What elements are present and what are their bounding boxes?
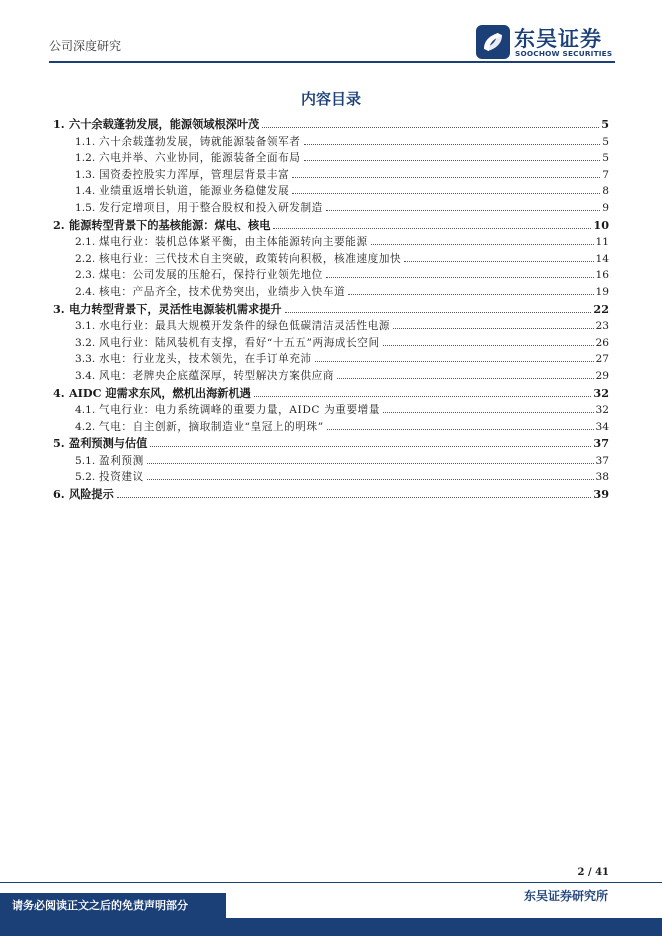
toc-entry-number: 4.1. [75, 404, 96, 417]
toc-entry-title: 水电：行业龙头，技术领先，在手订单充沛 [99, 353, 312, 366]
toc-leader-dots [327, 419, 594, 430]
toc-entry-page: 9 [602, 201, 609, 214]
toc-entry-number: 5. [53, 436, 65, 451]
toc-entry-title: 发行定增项目，用于整合股权和投入研发制造 [99, 201, 323, 214]
toc-entry-title: 风电行业：陆风装机有支撑，看好“十五五”两海成长空间 [99, 336, 380, 349]
toc-entry-page: 8 [602, 185, 609, 198]
toc-entry-title: 核电行业：三代技术自主突破，政策转向积极，核准速度加快 [99, 252, 402, 265]
toc-entry-number: 2.4. [75, 285, 96, 298]
toc-entry-title: 煤电行业：装机总体紧平衡，由主体能源转向主要能源 [99, 236, 368, 249]
report-type-label: 公司深度研究 [49, 39, 122, 53]
toc-section-entry[interactable] [53, 402, 609, 419]
toc-entry-number: 3.3. [75, 353, 96, 366]
toc-section-entry[interactable] [53, 251, 609, 268]
toc-entry-page: 10 [593, 217, 609, 232]
toc-leader-dots [383, 335, 594, 346]
toc-entry-number: 2.1. [75, 236, 96, 249]
toc-section-entry[interactable] [53, 284, 609, 301]
toc-leader-dots [285, 302, 592, 313]
toc-section-entry[interactable] [53, 335, 609, 352]
toc-entry-page: 5 [602, 135, 609, 148]
toc-title: 内容目录 [300, 90, 361, 108]
toc-chapter-entry[interactable] [53, 116, 609, 134]
footer-divider [0, 882, 662, 883]
toc-entry-title: 六十余载蓬勃发展，能源领域根深叶茂 [69, 117, 260, 131]
toc-section-entry[interactable] [53, 318, 609, 335]
toc-section-entry[interactable] [53, 453, 609, 470]
toc-entry-number: 1.3. [75, 168, 96, 181]
toc-entry-page: 32 [593, 385, 609, 400]
toc-entry-page: 39 [593, 487, 609, 502]
toc-entry-title: 水电行业：最具大规模开发条件的绿色低碳清洁灵活性电源 [99, 320, 391, 333]
toc-leader-dots [292, 183, 600, 194]
toc-entry-page: 22 [593, 301, 609, 316]
toc-leader-dots [254, 386, 592, 397]
toc-entry-title: 国资委控股实力浑厚，管理层背景丰富 [99, 168, 290, 181]
toc-chapter-entry[interactable] [53, 217, 609, 235]
toc-entry-title: 盈利预测 [99, 454, 144, 467]
company-logo [476, 24, 616, 60]
toc-section-entry[interactable] [53, 134, 609, 151]
toc-entry-page: 37 [593, 436, 609, 451]
toc-entry-number: 1.2. [75, 152, 96, 165]
toc-chapter-entry[interactable] [53, 486, 609, 504]
toc-section-entry[interactable] [53, 267, 609, 284]
toc-entry-number: 3.2. [75, 336, 96, 349]
toc-entry-number: 1.5. [75, 201, 96, 214]
toc-leader-dots [292, 167, 600, 178]
toc-entry-page: 38 [595, 471, 609, 484]
toc-entry-number: 2. [53, 217, 65, 232]
toc-entry-page: 32 [595, 404, 609, 417]
toc-entry-title: 气电：自主创新，摘取制造业“皇冠上的明珠” [99, 420, 324, 433]
toc-section-entry[interactable] [53, 351, 609, 368]
toc-entry-title: 盈利预测与估值 [69, 436, 148, 451]
toc-leader-dots [315, 351, 594, 362]
toc-section-entry[interactable] [53, 150, 609, 167]
toc-entry-title: 投资建议 [99, 471, 144, 484]
toc-entry-title: 煤电：公司发展的压舱石，保持行业领先地位 [99, 269, 323, 282]
toc-entry-number: 4. [53, 385, 65, 400]
toc-entry-page: 27 [595, 353, 609, 366]
toc-leader-dots [147, 469, 594, 480]
toc-entry-title: 气电行业：电力系统调峰的重要力量，AIDC 为重要增量 [99, 404, 381, 417]
toc-leader-dots [147, 453, 594, 464]
toc-entry-page: 19 [595, 285, 609, 298]
toc-entry-page: 23 [595, 320, 609, 333]
toc-leader-dots [273, 218, 591, 229]
toc-chapter-entry[interactable] [53, 385, 609, 403]
toc-section-entry[interactable] [53, 200, 609, 217]
toc-leader-dots [393, 318, 593, 329]
toc-section-entry[interactable] [53, 167, 609, 184]
toc-leader-dots [304, 150, 601, 161]
toc-section-entry[interactable] [53, 183, 609, 200]
toc-leader-dots [383, 402, 593, 413]
toc-entry-number: 2.3. [75, 269, 96, 282]
soochow-logo-icon [476, 25, 510, 59]
toc-section-entry[interactable] [53, 368, 609, 385]
toc-entry-title: 能源转型背景下的基核能源：煤电、核电 [69, 217, 271, 232]
toc-entry-number: 4.2. [75, 420, 96, 433]
toc-leader-dots [304, 134, 601, 145]
toc-entry-number: 3. [53, 301, 65, 316]
toc-entry-number: 5.1. [75, 454, 96, 467]
toc-leader-dots [326, 200, 600, 211]
toc-leader-dots [348, 284, 593, 295]
toc-entry-page: 37 [595, 454, 609, 467]
toc-entry-page: 34 [595, 420, 609, 433]
toc-entry-title: 电力转型背景下，灵活性电源装机需求提升 [69, 301, 282, 316]
logo-english-name: SOOCHOW SECURITIES [515, 49, 613, 58]
toc-entry-title: 六十余载蓬勃发展，铸就能源装备领军者 [99, 135, 301, 148]
toc-entry-number: 3.4. [75, 369, 96, 382]
header-divider [49, 61, 615, 63]
toc-entry-title: AIDC 迎需求东风，燃机出海新机遇 [69, 385, 251, 400]
toc-section-entry[interactable] [53, 469, 609, 486]
toc-entry-page: 14 [595, 252, 609, 265]
toc-leader-dots [326, 267, 594, 278]
toc-entry-number: 1.1. [75, 135, 96, 148]
toc-leader-dots [117, 487, 592, 498]
footer-bar [0, 918, 662, 936]
toc-entry-number: 6. [53, 487, 65, 502]
page-number: 2 / 41 [577, 867, 609, 878]
toc-entry-number: 2.2. [75, 252, 96, 265]
toc-leader-dots [262, 117, 599, 128]
toc-leader-dots [150, 436, 591, 447]
toc-entry-page: 5 [601, 117, 609, 131]
toc-entry-page: 29 [595, 369, 609, 382]
toc-entry-page: 7 [602, 168, 609, 181]
toc-leader-dots [404, 251, 593, 262]
table-of-contents [53, 116, 609, 504]
toc-entry-title: 风电：老牌央企底蕴深厚，转型解决方案供应商 [99, 369, 335, 382]
logo-chinese-name: 东吴证券 [514, 27, 602, 51]
toc-entry-page: 11 [595, 236, 609, 249]
toc-entry-title: 核电：产品齐全，技术优势突出，业绩步入快车道 [99, 285, 346, 298]
toc-entry-number: 3.1. [75, 320, 96, 333]
toc-entry-title: 业绩重返增长轨道，能源业务稳健发展 [99, 185, 290, 198]
toc-entry-title: 风险提示 [69, 487, 114, 502]
toc-section-entry[interactable] [53, 419, 609, 436]
toc-leader-dots [371, 234, 594, 245]
toc-entry-number: 1.4. [75, 185, 96, 198]
disclaimer-banner: 请务必阅读正文之后的免责声明部分 [0, 893, 226, 918]
research-institute-label: 东吴证券研究所 [523, 889, 608, 903]
toc-entry-page: 5 [602, 152, 609, 165]
toc-chapter-entry[interactable] [53, 435, 609, 453]
toc-entry-number: 5.2. [75, 471, 96, 484]
toc-entry-number: 1. [53, 117, 65, 131]
toc-entry-page: 26 [595, 336, 609, 349]
toc-entry-title: 六电并举、六业协同，能源装备全面布局 [99, 152, 301, 165]
toc-chapter-entry[interactable] [53, 301, 609, 319]
toc-section-entry[interactable] [53, 234, 609, 251]
toc-entry-page: 16 [595, 269, 609, 282]
toc-leader-dots [337, 368, 593, 379]
